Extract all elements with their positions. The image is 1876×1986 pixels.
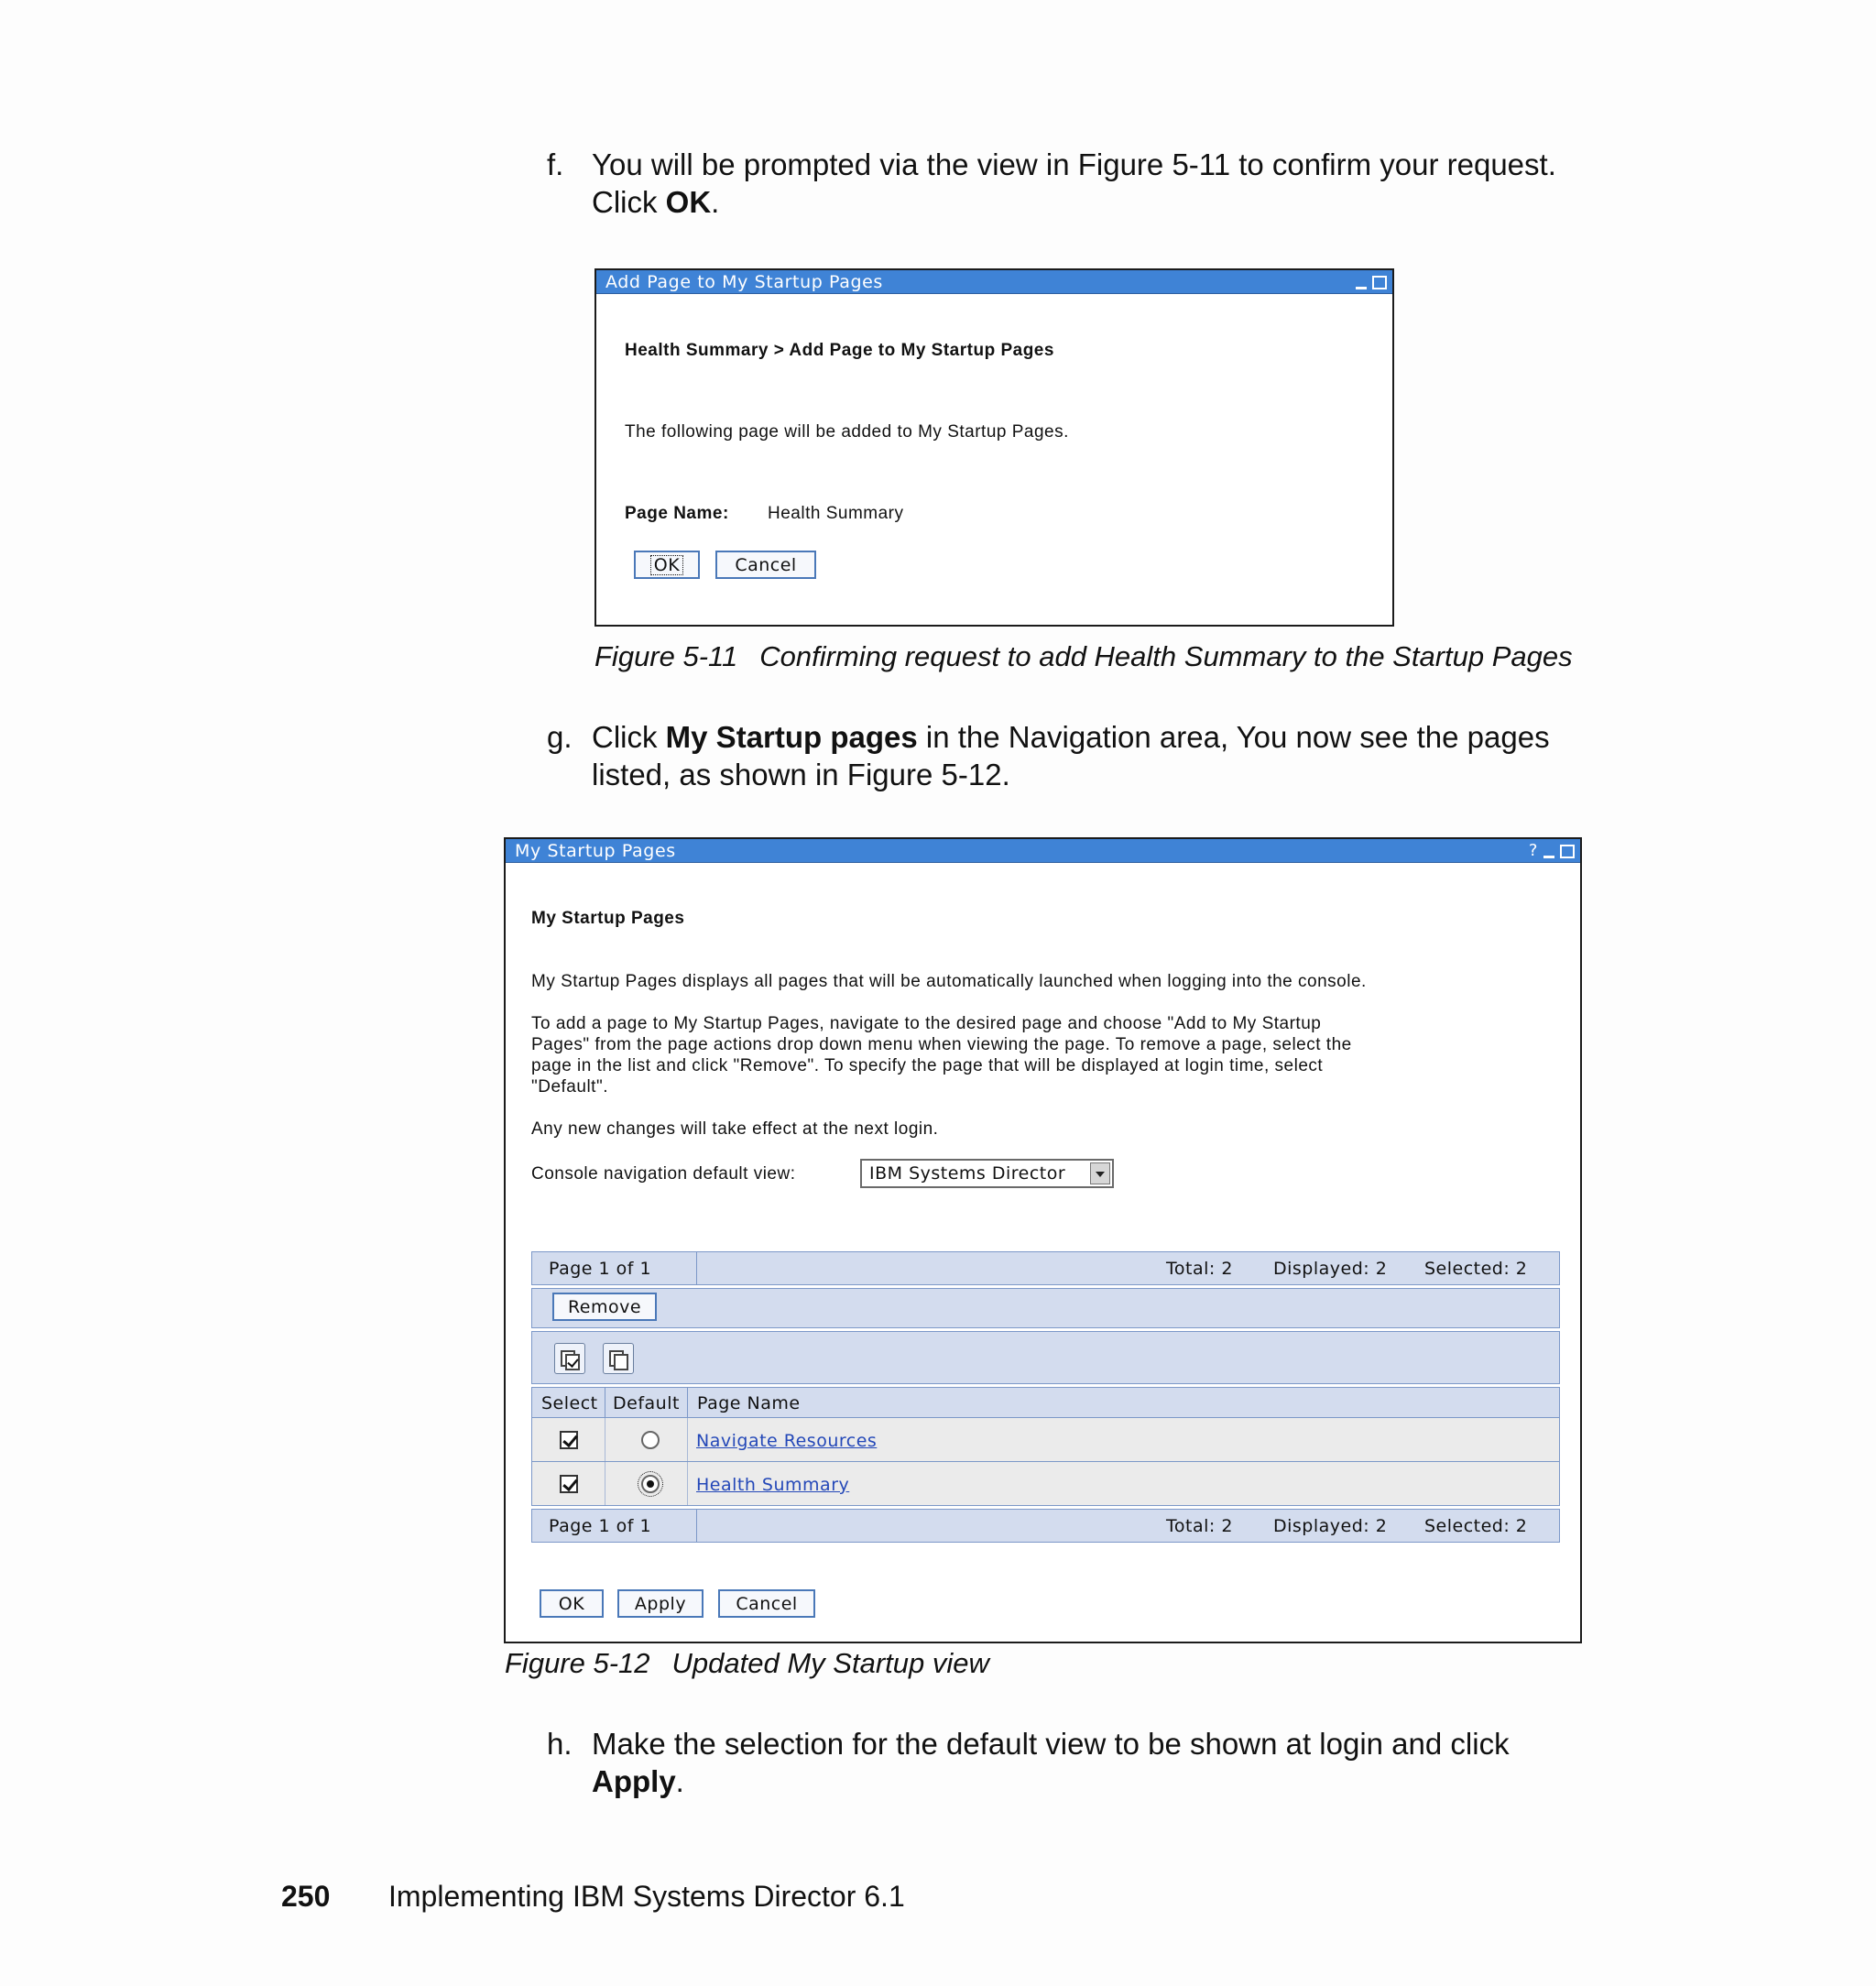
step-text-line: listed, as shown in Figure 5-12.	[592, 758, 1010, 791]
instructions-line: To add a page to My Startup Pages, navigate to the desired page and choose "Add to My Startup	[531, 1014, 1322, 1033]
add-page-dialog	[594, 268, 1394, 627]
table-pagination-bottom	[531, 1509, 1560, 1543]
select-all-icon[interactable]	[554, 1343, 585, 1374]
intro-paragraph: My Startup Pages displays all pages that will be automatically launched when logging into the console.	[531, 972, 1367, 991]
window-title-bar	[506, 839, 1580, 863]
page-link-health-summary[interactable]: Health Summary	[696, 1475, 850, 1495]
dialog-title: Add Page to My Startup Pages	[605, 272, 883, 292]
dialog-breadcrumb: Health Summary > Add Page to My Startup Pages	[625, 341, 1054, 360]
row-default-radio[interactable]	[641, 1431, 660, 1449]
ok-button[interactable]: OK	[540, 1589, 604, 1618]
deselect-all-icon[interactable]	[603, 1343, 634, 1374]
total-count: Total: 2	[1166, 1259, 1233, 1279]
page-heading: My Startup Pages	[531, 909, 685, 928]
remove-button[interactable]: Remove	[552, 1293, 657, 1321]
step-marker: g.	[547, 720, 573, 754]
maximize-icon[interactable]	[1560, 845, 1575, 858]
figure-caption-text: Updated My Startup view	[671, 1647, 989, 1679]
row-default-radio[interactable]	[641, 1475, 660, 1493]
instructions-line: page in the list and click "Remove". To specify the page that will be displayed at login time, select	[531, 1056, 1324, 1075]
figure-caption-text: Confirming request to add Health Summary to the Startup Pages	[759, 640, 1573, 672]
figure-number: Figure 5-11	[594, 640, 738, 672]
step-text-line: Click My Startup pages in the Navigation area, You now see the pages	[592, 720, 1550, 754]
row-select-checkbox[interactable]	[560, 1475, 578, 1493]
row-select-checkbox[interactable]	[560, 1431, 578, 1449]
table-pagination-top	[531, 1251, 1560, 1285]
instructions-line: "Default".	[531, 1077, 608, 1097]
minimize-icon[interactable]	[1543, 856, 1554, 858]
total-count: Total: 2	[1166, 1516, 1233, 1536]
default-view-label: Console navigation default view:	[531, 1164, 796, 1184]
selected-count: Selected: 2	[1424, 1259, 1528, 1279]
dropdown-arrow-icon[interactable]	[1090, 1162, 1110, 1184]
table-toolbar	[531, 1331, 1560, 1384]
apply-button[interactable]: Apply	[617, 1589, 704, 1618]
book-title: Implementing IBM Systems Director 6.1	[388, 1880, 905, 1913]
step-marker: h.	[547, 1727, 573, 1761]
column-header-select: Select	[541, 1393, 598, 1413]
ok-button[interactable]	[634, 551, 700, 579]
table-header	[531, 1387, 1560, 1418]
bold-ok: OK	[665, 185, 712, 219]
table-row	[531, 1462, 1560, 1506]
ok-button-label: OK	[650, 555, 683, 575]
step-text-line: Apply.	[592, 1764, 684, 1798]
window-title: My Startup Pages	[515, 841, 676, 861]
displayed-count: Displayed: 2	[1273, 1259, 1388, 1279]
dialog-title-bar	[596, 270, 1392, 294]
figure-caption	[594, 639, 1573, 674]
default-view-select[interactable]	[860, 1159, 1114, 1188]
dialog-message: The following page will be added to My Startup Pages.	[625, 422, 1069, 442]
figure-number: Figure 5-12	[505, 1647, 650, 1679]
step-text-line: You will be prompted via the view in Figure 5-11 to confirm your request.	[592, 147, 1556, 181]
cancel-button[interactable]: Cancel	[715, 551, 816, 579]
page-link-navigate-resources[interactable]: Navigate Resources	[696, 1431, 878, 1451]
page-name-value: Health Summary	[768, 504, 904, 523]
minimize-icon[interactable]	[1356, 287, 1367, 289]
page-indicator: Page 1 of 1	[549, 1516, 652, 1536]
column-header-page-name: Page Name	[697, 1393, 801, 1413]
displayed-count: Displayed: 2	[1273, 1516, 1388, 1536]
page-number: 250	[281, 1880, 331, 1913]
table-action-bar	[531, 1288, 1560, 1328]
cancel-button[interactable]: Cancel	[718, 1589, 815, 1618]
page-indicator: Page 1 of 1	[549, 1259, 652, 1279]
changes-note: Any new changes will take effect at the next login.	[531, 1119, 939, 1139]
instructions-line: Pages" from the page actions drop down menu when viewing the page. To remove a page, select the	[531, 1035, 1352, 1054]
bold-apply: Apply	[592, 1764, 676, 1798]
step-marker: f.	[547, 147, 564, 181]
page-name-label: Page Name:	[625, 504, 729, 523]
step-text-line: Make the selection for the default view to be shown at login and click	[592, 1727, 1510, 1761]
table-row	[531, 1418, 1560, 1462]
maximize-icon[interactable]	[1372, 276, 1387, 289]
step-text-line: Click OK.	[592, 185, 720, 219]
default-view-value: IBM Systems Director	[869, 1163, 1066, 1184]
help-icon[interactable]: ?	[1528, 841, 1538, 860]
figure-caption	[505, 1646, 989, 1681]
column-header-default: Default	[613, 1393, 680, 1413]
selected-count: Selected: 2	[1424, 1516, 1528, 1536]
bold-my-startup-pages: My Startup pages	[665, 720, 918, 754]
